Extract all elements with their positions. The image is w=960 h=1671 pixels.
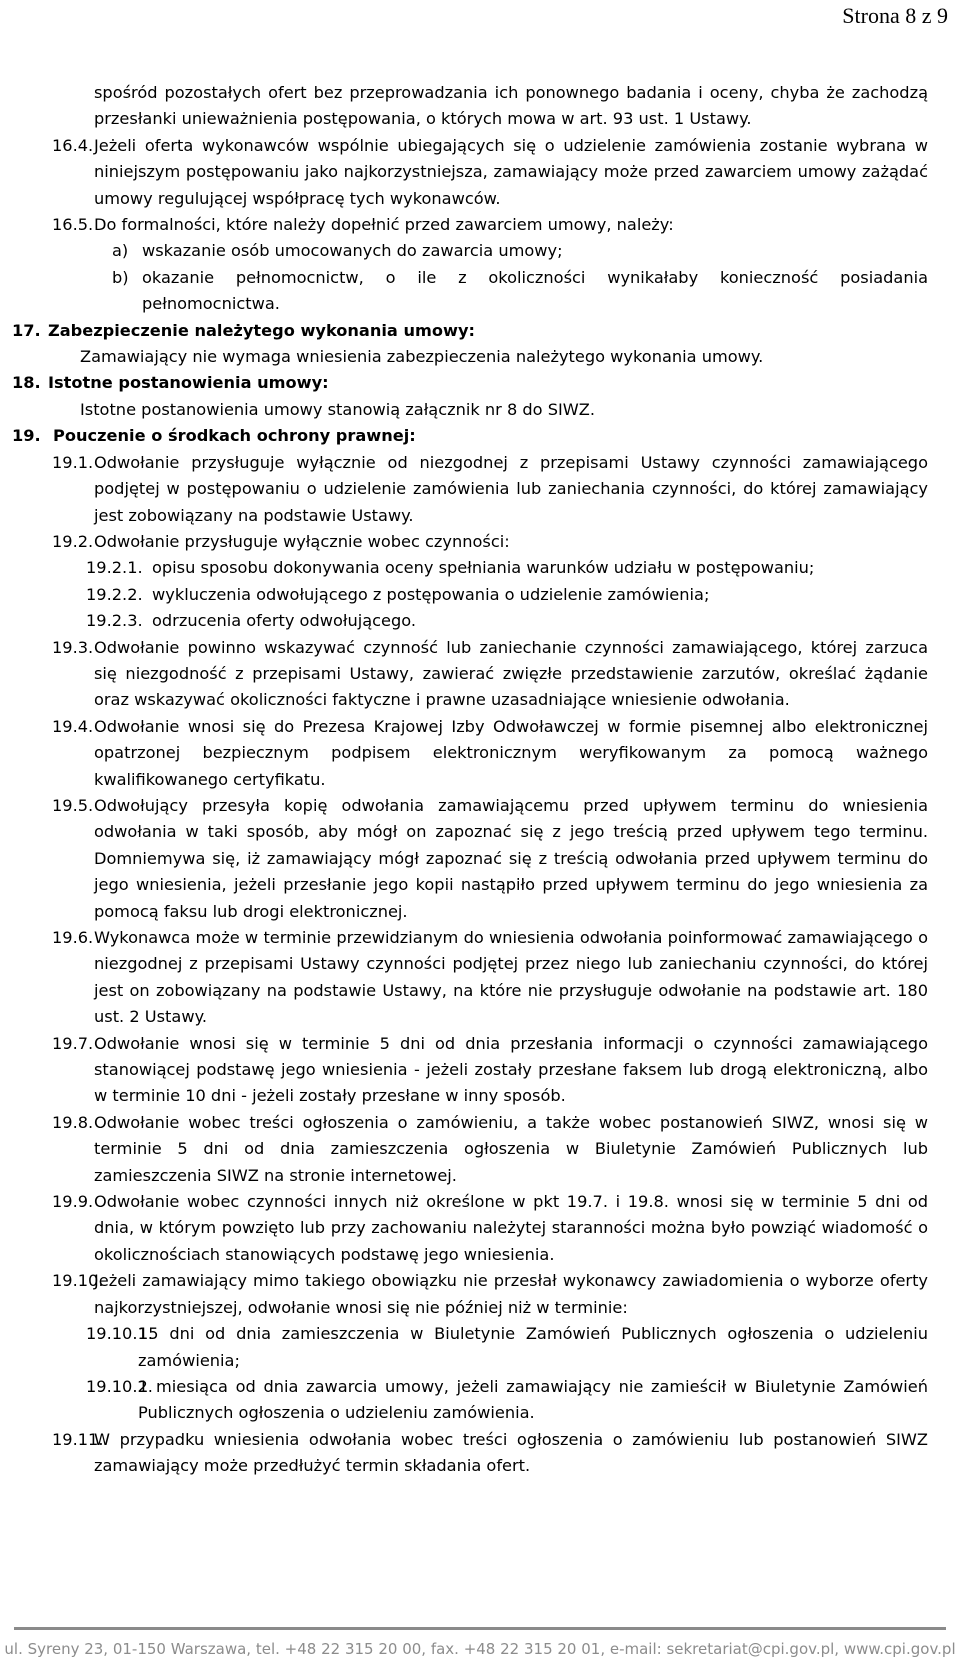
item-text: Odwołanie przysługuje wyłącznie od niezgodnej z przepisami Ustawy czynności zamawiającego podjętej w postępowaniu o udzielenie zamówienia lub zaniechania czynności, do której zamawiający jest zobowiązany na podstawie Ustawy. (94, 452, 928, 525)
item-number: 19.2. (52, 531, 94, 551)
item-text: Odwołanie powinno wskazywać czynność lub zaniechanie czynności zamawiającego, której zarzuca się niezgodność z przepisami Ustawy, zawierać zwięzłe przedstawienie zarzutów, określać żądanie oraz wskazywać okoliczności faktyczne i prawne uzasadniające wniesienie odwołania. (94, 637, 928, 710)
item-text: wykluczenia odwołującego z postępowania o udzielenie zamówienia; (152, 584, 710, 604)
numbered-item (86, 582, 928, 608)
numbered-item (52, 1427, 928, 1480)
item-text: wskazanie osób umocowanych do zawarcia umowy; (142, 241, 563, 261)
item-number: 19.10.2. (86, 1376, 153, 1396)
item-number: 16.4. (52, 135, 94, 155)
item-number: 19.10.1. (86, 1324, 153, 1344)
item-text: Do formalności, które należy dopełnić przed zawarciem umowy, należy: (94, 215, 674, 235)
item-number: 19.5. (52, 795, 94, 815)
item-number: 19.9. (52, 1192, 94, 1212)
item-text: Jeżeli oferta wykonawców wspólnie ubiegających się o udzielenie zamówienia zostanie wybrana w niniejszym postępowaniu jako najkorzystniejsza, zamawiający może przed zawarciem umowy zażądać umowy regulującej współpracę tych wykonawców. (94, 135, 928, 208)
item-text: Odwołanie wobec czynności innych niż określone w pkt 19.7. i 19.8. wnosi się w terminie 5 dni od dnia, w którym powzięto lub przy zachowaniu należytej staranności można było powziąć wiadomość o okolicznościach stanowiących podstawę jego wniesienia. (94, 1192, 928, 1264)
section-heading (12, 370, 928, 396)
numbered-item (52, 714, 928, 793)
item-number: 19.2.1. (86, 558, 143, 578)
numbered-item (86, 608, 928, 634)
footer-address: ul. Syreny 23, 01-150 Warszawa, tel. +48 22 315 20 00, fax. +48 22 315 20 01, e-mail: sekretariat@cpi.gov.pl, www.cpi.gov.pl (4, 1640, 956, 1658)
numbered-item (52, 635, 928, 714)
numbered-item (52, 1110, 928, 1189)
numbered-item (52, 529, 928, 555)
item-number: 19.7. (52, 1033, 94, 1053)
item-text: Odwołanie wnosi się w terminie 5 dni od dnia przesłania informacji o czynności zamawiającego stanowiącej podstawę jego wniesienia - jeżeli zostały przesłane faksem lub drogą elektroniczną, albo w terminie 10 dni - jeżeli zostały przesłane w inny sposób. (94, 1033, 928, 1106)
numbered-item (86, 1374, 928, 1427)
item-number: 19.3. (52, 637, 94, 657)
item-text: Odwołanie wnosi się do Prezesa Krajowej Izby Odwoławczej w formie pisemnej albo elektronicznej opatrzonej bezpiecznym podpisem elektronicznym weryfikowanym za pomocą ważnego kwalifikowanego certyfikatu. (94, 716, 928, 789)
item-number: 19. (12, 426, 41, 446)
paragraph: Istotne postanowienia umowy stanowią załącznik nr 8 do SIWZ. (80, 399, 596, 419)
item-number: b) (112, 267, 129, 287)
section-heading (12, 423, 928, 449)
numbered-item (86, 1321, 928, 1374)
numbered-item (52, 793, 928, 925)
item-text: okazanie pełnomocnictw, o ile z okoliczności wynikałaby konieczność posiadania pełnomocnictwa. (142, 267, 928, 314)
numbered-item (52, 450, 928, 529)
numbered-item (52, 1189, 928, 1268)
item-number: a) (112, 241, 129, 261)
item-number: 19.1. (52, 452, 94, 472)
item-text: 15 dni od dnia zamieszczenia w Biuletynie Zamówień Publicznych ogłoszenia o udzieleniu zamówienia; (138, 1324, 928, 1370)
item-number: 19.6. (52, 928, 94, 947)
numbered-item (52, 212, 928, 238)
numbered-item (52, 1031, 928, 1110)
item-number: 19.2.2. (86, 584, 143, 604)
item-text: Istotne postanowienia umowy: (48, 373, 329, 393)
numbered-item (52, 133, 928, 212)
paragraph: Zamawiający nie wymaga wniesienia zabezpieczenia należytego wykonania umowy. (80, 347, 764, 367)
item-text: W przypadku wniesienia odwołania wobec treści ogłoszenia o zamówieniu lub postanowień SIWZ zamawiający może przedłużyć termin składania ofert. (94, 1429, 928, 1476)
item-text: Odwołanie przysługuje wyłącznie wobec czynności: (94, 531, 510, 551)
item-number: 19.2.3. (86, 611, 143, 631)
page-number: Strona 8 z 9 (842, 3, 948, 28)
item-text: Zabezpieczenie należytego wykonania umowy: (48, 320, 475, 340)
item-text: Odwołujący przesyła kopię odwołania zamawiającemu przed upływem terminu do wniesienia odwołania w taki sposób, aby mógł on zapoznać się z jego treścią przed upływem tego terminu. Domniemywa się, iż zamawiający mógł zapoznać się z treścią odwołania przed upływem terminu do jego wniesienia, jeżeli przesłanie jego kopii nastąpiło przed upływem terminu do jego wniesienia za pomocą faksu lub drogi elektronicznej. (94, 795, 928, 921)
item-number: 19.11. (52, 1429, 104, 1449)
numbered-item (112, 238, 928, 264)
item-text: Odwołanie wobec treści ogłoszenia o zamówieniu, a także wobec postanowień SIWZ, wnosi się w terminie 5 dni od dnia zamieszczenia ogłoszenia w Biuletynie Zamówień Publicznych lub zamieszczenia SIWZ na stronie internetowej. (94, 1112, 928, 1185)
document-body (0, 80, 960, 1480)
numbered-item (112, 265, 928, 318)
item-text: Jeżeli zamawiający mimo takiego obowiązku nie przesłał wykonawcy zawiadomienia o wyborze oferty najkorzystniejszej, odwołanie wnosi się nie później niż w terminie: (94, 1271, 928, 1317)
paragraph: spośród pozostałych ofert bez przeprowadzania ich ponownego badania i oceny, chyba że zachodzą przesłanki unieważnienia postępowania, o których mowa w art. 93 ust. 1 Ustawy. (94, 83, 928, 129)
footer-divider (14, 1627, 946, 1630)
item-number: 16.5. (52, 215, 94, 235)
item-text: 1 miesiąca od dnia zawarcia umowy, jeżeli zamawiający nie zamieścił w Biuletynie Zamówień Publicznych ogłoszenia o udzieleniu zamówienia. (138, 1376, 928, 1423)
item-number: 17. (12, 320, 41, 340)
numbered-item (86, 555, 928, 581)
item-text: Pouczenie o środkach ochrony prawnej: (53, 426, 416, 446)
item-number: 19.10. (52, 1271, 104, 1291)
numbered-item (52, 1268, 928, 1321)
numbered-item (52, 925, 928, 1031)
item-number: 19.8. (52, 1112, 94, 1132)
item-text: Wykonawca może w terminie przewidzianym do wniesienia odwołania poinformować zamawiającego o niezgodnej z przepisami Ustawy czynności podjętej przez niego lub zaniechaniu czynności, do której jest on zobowiązany na podstawie Ustawy, na które nie przysługuje odwołanie na podstawie art. 180 ust. 2 Ustawy. (94, 928, 928, 1027)
item-number: 18. (12, 373, 41, 393)
item-text: opisu sposobu dokonywania oceny spełniania warunków udziału w postępowaniu; (152, 558, 815, 578)
item-text: odrzucenia oferty odwołującego. (152, 611, 417, 631)
item-number: 19.4. (52, 716, 94, 736)
section-heading (12, 318, 928, 344)
